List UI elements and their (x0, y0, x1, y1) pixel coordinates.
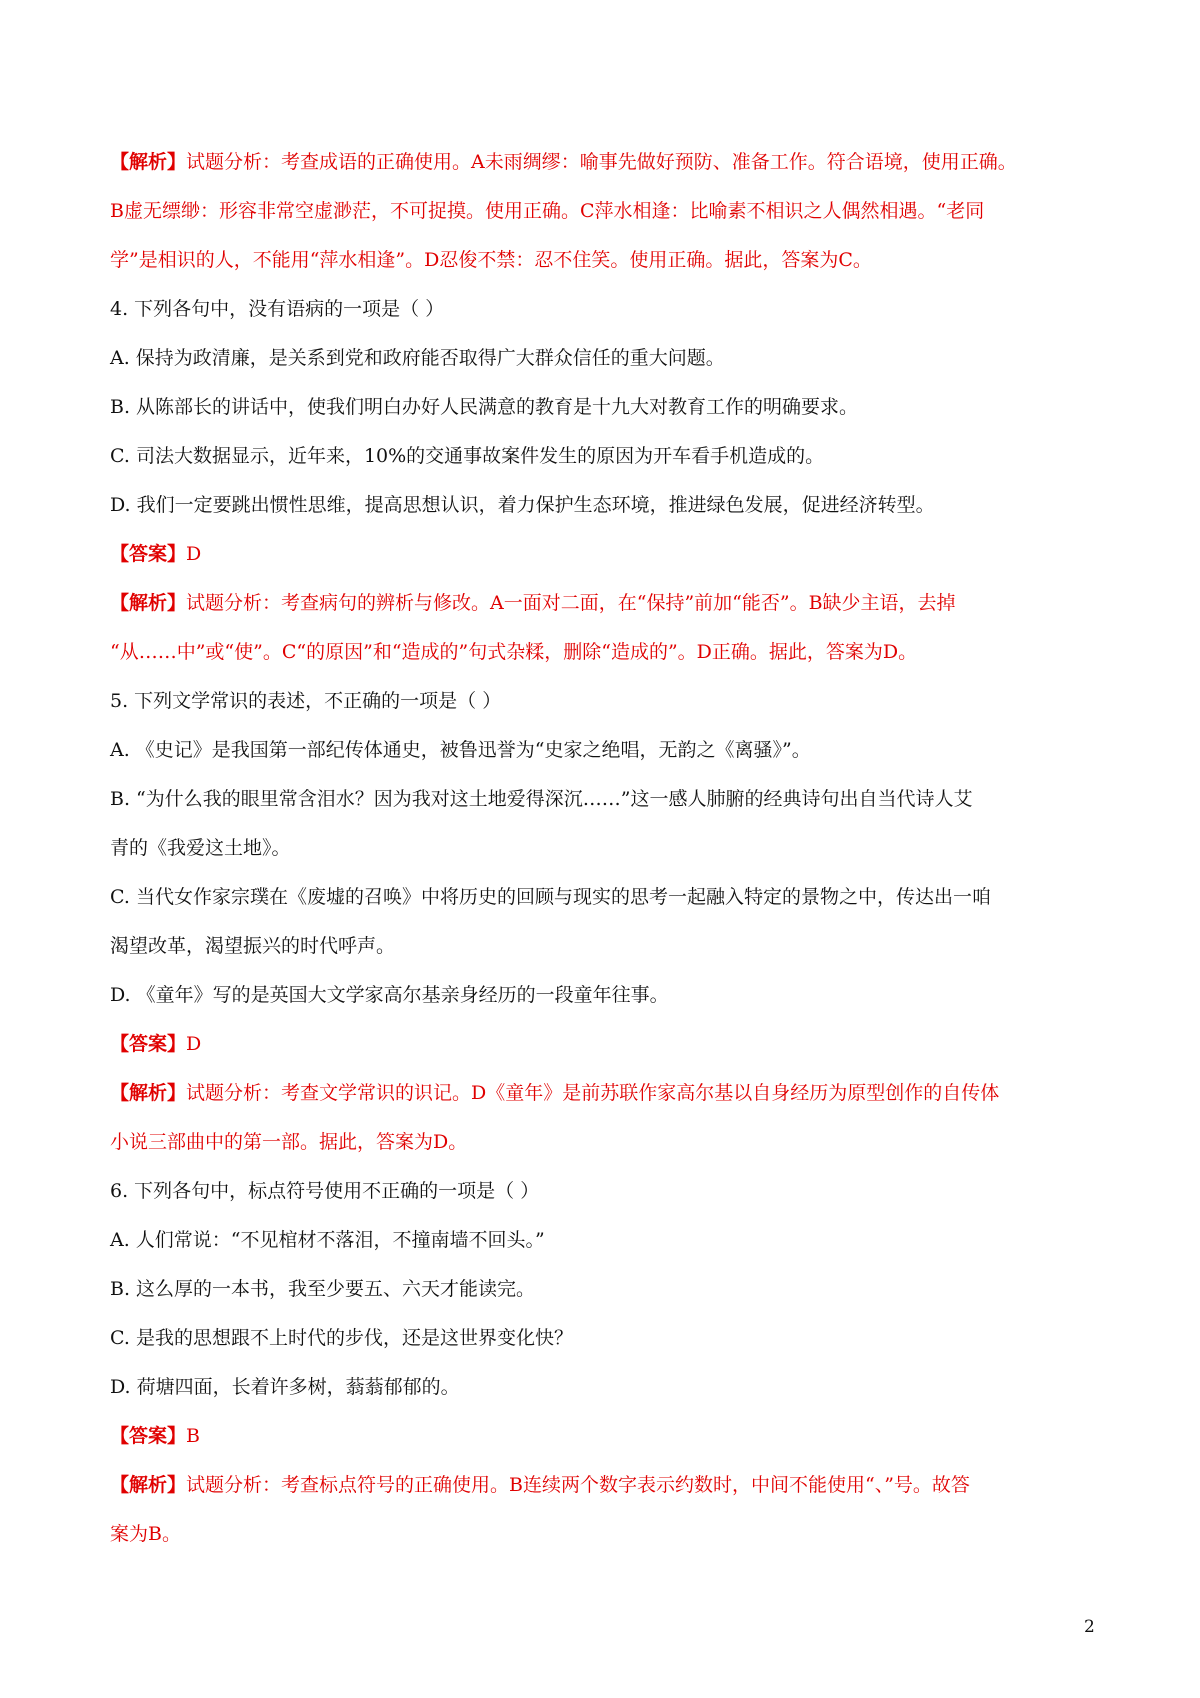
analysis-text: 试题分析：考查病句的辨析与修改。A一面对二面，在“保持”前加“能否”。B缺少主语，去掉 (186, 592, 956, 614)
analysis-text: “从……中”或“使”。C“的原因”和“造成的”句式杂糅，删除“造成的”。D正确。据此，答案为D。 (110, 641, 918, 663)
option-c-cont: 渴望改革，渴望振兴的时代呼声。 (110, 935, 396, 957)
option-c: C. 当代女作家宗璞在《废墟的召唤》中将历史的回顾与现实的思考一起融入特定的景物之中，传达出一咱 (110, 886, 991, 908)
analysis-tag: 【解析】 (110, 1474, 187, 1496)
question-stem: 5. 下列文学常识的表述，不正确的一项是（ ） (110, 690, 502, 712)
page-content (110, 145, 1100, 1552)
answer (110, 1419, 1100, 1454)
answer-tag: 【答案】 (110, 1033, 187, 1055)
analysis-text: 试题分析：考查成语的正确使用。A未雨绸缪：喻事先做好预防、准备工作。符合语境，使用正确。 (186, 151, 1017, 173)
option-d: D. 我们一定要跳出惯性思维，提高思想认识，着力保护生态环境，推进绿色发展，促进经济转型。 (110, 494, 935, 516)
answer (110, 1027, 1100, 1062)
analysis-text: 小说三部曲中的第一部。据此，答案为D。 (110, 1131, 468, 1153)
question-stem: 4. 下列各句中，没有语病的一项是（ ） (110, 298, 445, 320)
option-d: D. 荷塘四面，长着许多树，蓊蓊郁郁的。 (110, 1376, 460, 1398)
option-b: B. “为什么我的眼里常含泪水？因为我对这土地爱得深沉……”这一感人肺腑的经典诗句出自当代诗人艾 (110, 788, 973, 810)
option-a: A. 人们常说：“不见棺材不落泪，不撞南墙不回头。” (110, 1229, 545, 1251)
question-6 (110, 1174, 1100, 1552)
analysis-tag: 【解析】 (110, 1082, 187, 1104)
analysis-text: B虚无缥缈：形容非常空虚渺茫，不可捉摸。使用正确。C萍水相逢：比喻素不相识之人偶然相遇。“老同 (110, 200, 985, 222)
analysis-text: 试题分析：考查文学常识的识记。D《童年》是前苏联作家高尔基以自身经历为原型创作的自传体 (186, 1082, 1000, 1104)
answer-tag: 【答案】 (110, 1425, 187, 1447)
question-stem: 6. 下列各句中，标点符号使用不正确的一项是（ ） (110, 1180, 540, 1202)
analysis-text: 试题分析：考查标点符号的正确使用。B连续两个数字表示约数时，中间不能使用“、”号。故答 (186, 1474, 970, 1496)
question-5 (110, 684, 1100, 1160)
answer-value: B (186, 1425, 200, 1447)
analysis-text: 案为B。 (110, 1523, 181, 1545)
analysis-tag: 【解析】 (110, 592, 187, 614)
page-number: 2 (1084, 1617, 1095, 1637)
option-c: C. 是我的思想跟不上时代的步伐，还是这世界变化快？ (110, 1327, 573, 1349)
question-4 (110, 292, 1100, 670)
answer-value: D (186, 543, 202, 565)
answer-tag: 【答案】 (110, 543, 187, 565)
option-b: B. 从陈部长的讲话中，使我们明白办好人民满意的教育是十九大对教育工作的明确要求。 (110, 396, 859, 418)
option-a: A. 《史记》是我国第一部纪传体通史，被鲁迅誉为“史家之绝唱，无韵之《离骚》”。 (110, 739, 811, 761)
answer-value: D (186, 1033, 202, 1055)
option-c: C. 司法大数据显示，近年来，10%的交通事故案件发生的原因为开车看手机造成的。 (110, 445, 825, 467)
analysis-text: 学”是相识的人，不能用“萍水相逢”。D忍俊不禁：忍不住笑。使用正确。据此，答案为C。 (110, 249, 872, 271)
option-d: D. 《童年》写的是英国大文学家高尔基亲身经历的一段童年往事。 (110, 984, 669, 1006)
option-b: B. 这么厚的一本书，我至少要五、六天才能读完。 (110, 1278, 536, 1300)
q3-analysis (110, 145, 1100, 278)
option-b-cont: 青的《我爱这土地》。 (110, 837, 291, 859)
analysis-tag: 【解析】 (110, 151, 187, 173)
option-a: A. 保持为政清廉，是关系到党和政府能否取得广大群众信任的重大问题。 (110, 347, 725, 369)
answer (110, 537, 1100, 572)
